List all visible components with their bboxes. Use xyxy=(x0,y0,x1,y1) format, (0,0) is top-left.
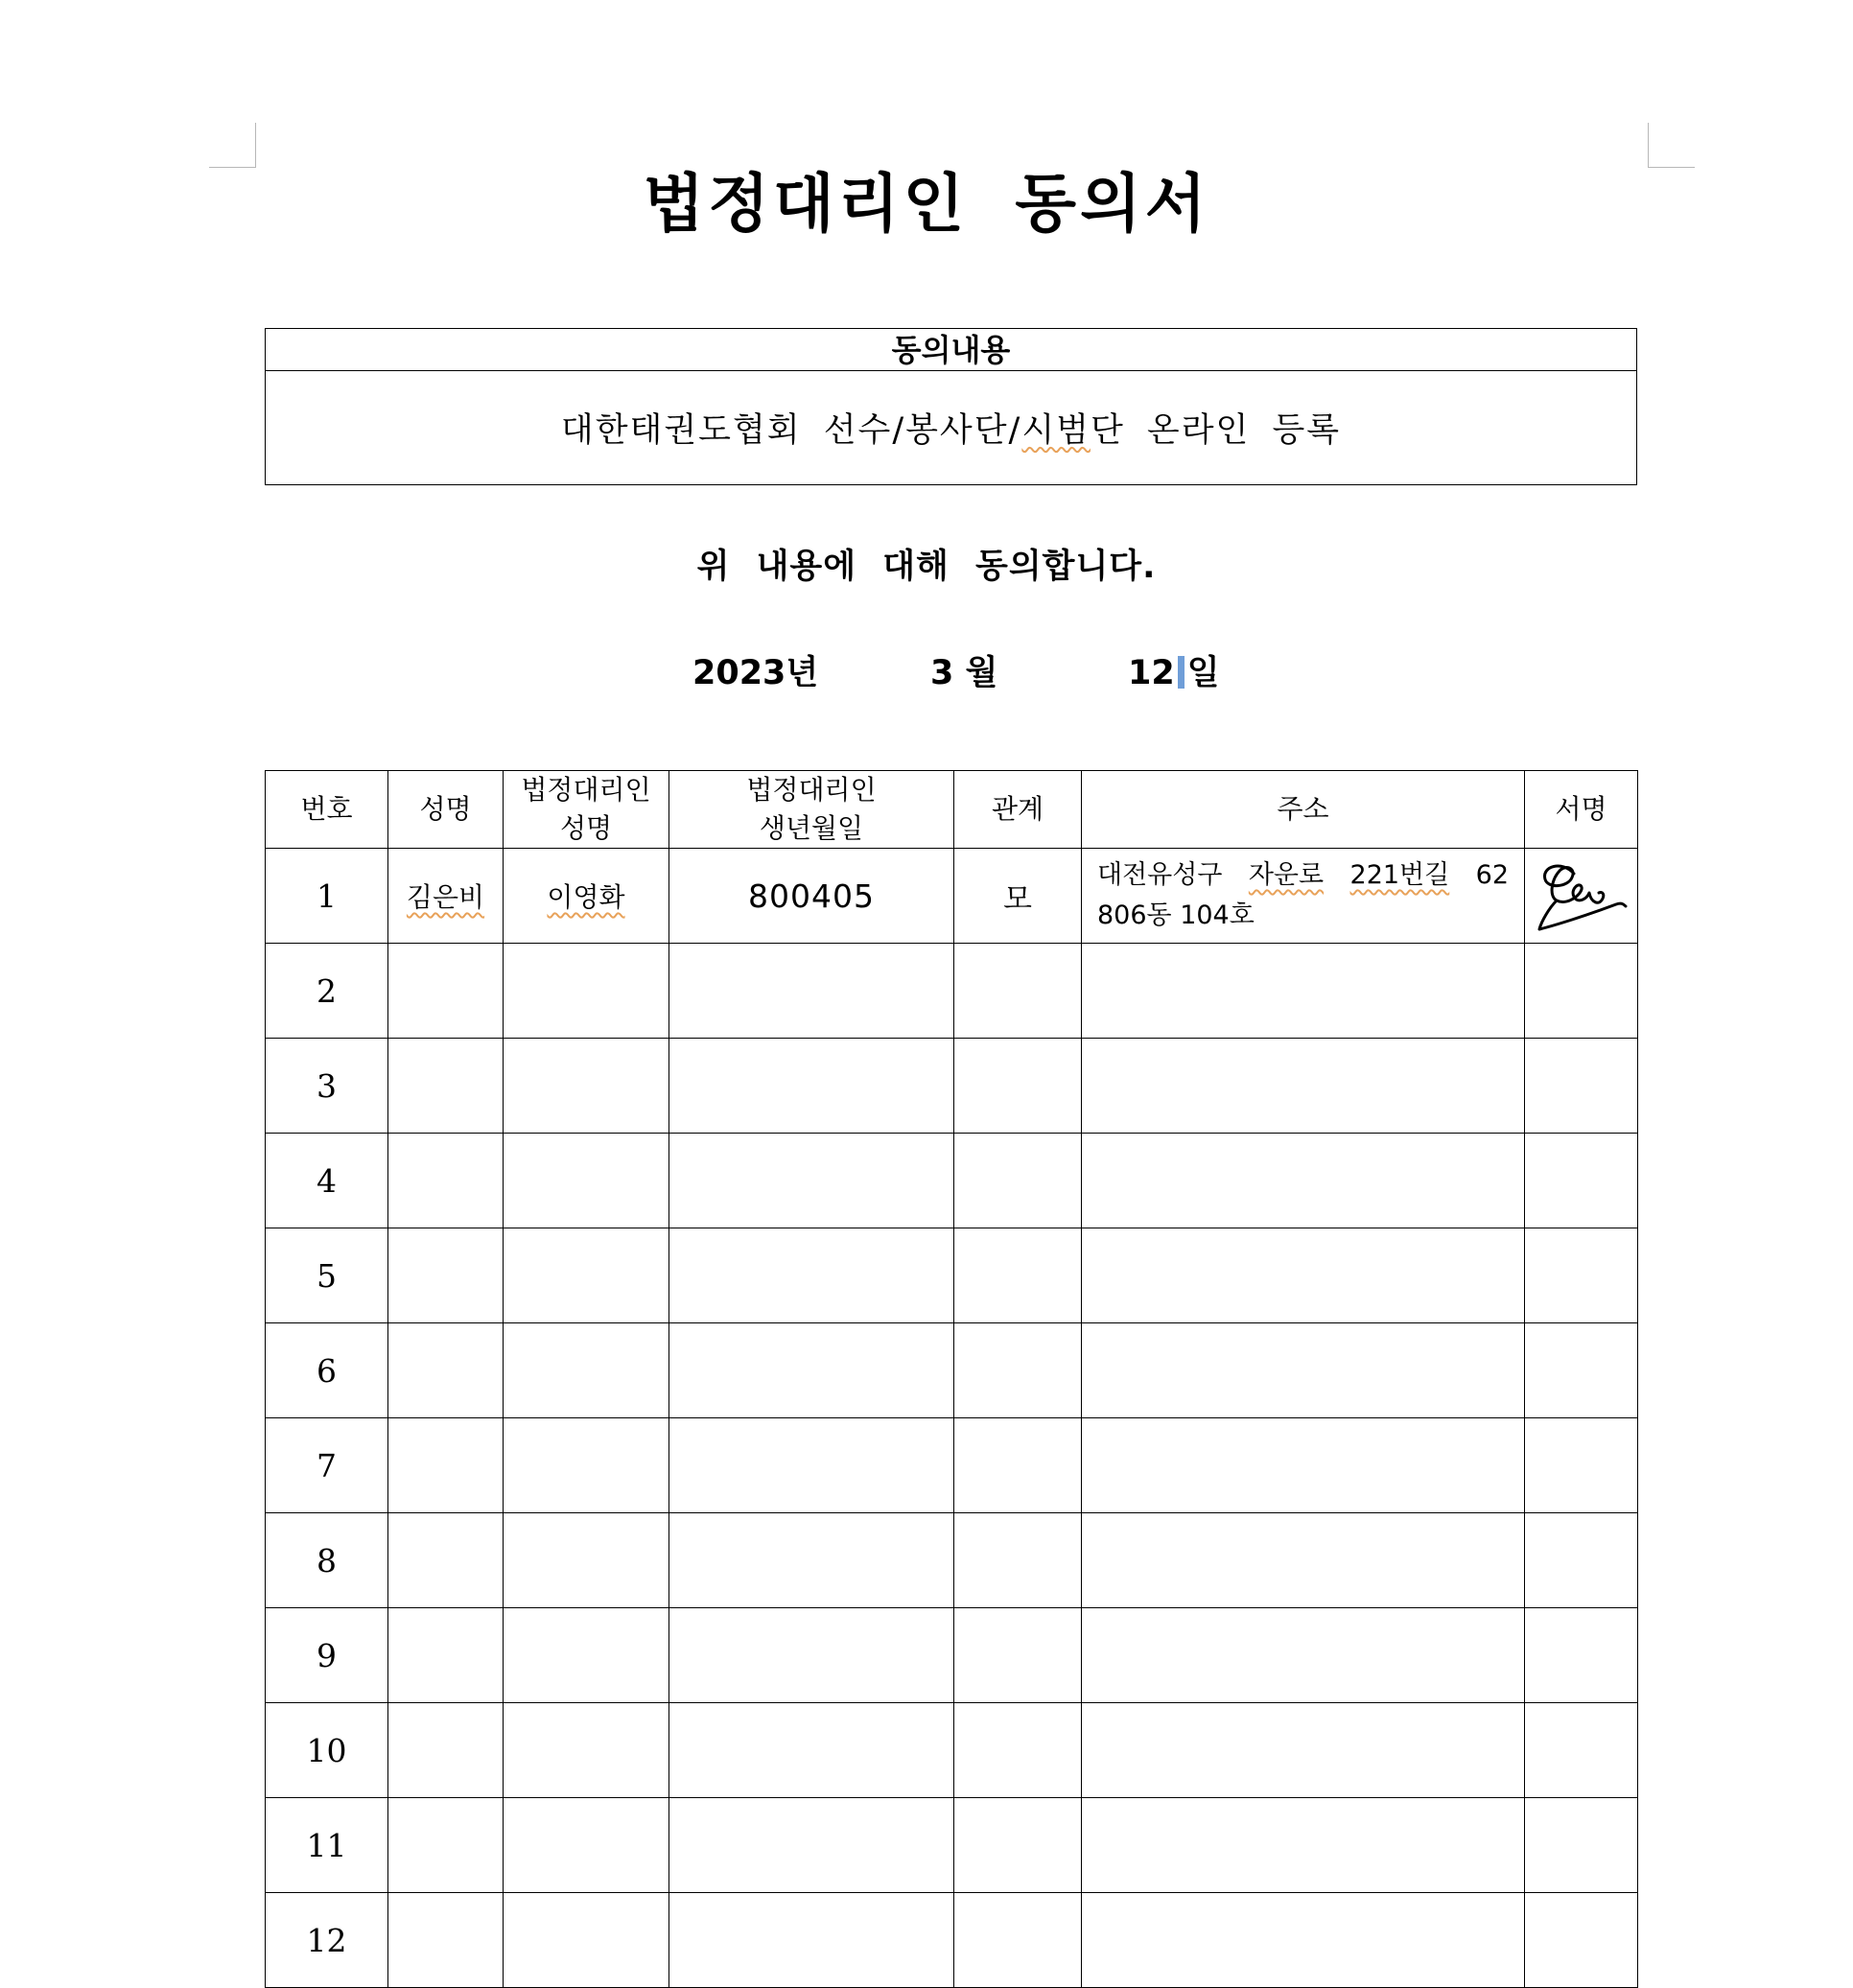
consent-text-flagged-word: 시범 xyxy=(1021,410,1091,450)
cell-relation[interactable] xyxy=(954,1798,1082,1893)
cell-guardian-name[interactable] xyxy=(504,1798,669,1893)
consent-header: 동의내용 xyxy=(266,329,1636,371)
header-address: 주소 xyxy=(1082,771,1525,849)
cell-number[interactable]: 8 xyxy=(266,1513,388,1608)
cell-number[interactable]: 9 xyxy=(266,1608,388,1703)
address-part: 자운로 xyxy=(1248,860,1325,890)
cell-signature[interactable] xyxy=(1525,1323,1638,1418)
table-row xyxy=(266,1703,1638,1798)
cell-name[interactable] xyxy=(388,849,504,944)
table-row xyxy=(266,849,1638,944)
cell-guardian-birth[interactable] xyxy=(669,1228,954,1323)
header-guardian-name-line1: 법정대리인 xyxy=(521,774,651,806)
cell-name[interactable] xyxy=(388,1228,504,1323)
date-day[interactable] xyxy=(1128,646,1220,700)
cell-guardian-name[interactable] xyxy=(504,1418,669,1513)
cell-number[interactable]: 1 xyxy=(266,849,388,944)
header-guardian-birth-line1: 법정대리인 xyxy=(746,774,877,806)
cell-relation[interactable] xyxy=(954,1228,1082,1323)
cell-guardian-birth[interactable] xyxy=(669,944,954,1039)
agreement-statement: 위 내용에 대해 동의합니다. xyxy=(696,548,1157,586)
cell-name[interactable] xyxy=(388,1513,504,1608)
cell-name[interactable] xyxy=(388,1608,504,1703)
cell-signature[interactable] xyxy=(1525,849,1638,944)
cell-name-text: 김은비 xyxy=(406,881,485,913)
guardian-roster-table xyxy=(265,770,1638,1988)
cell-relation[interactable] xyxy=(954,1039,1082,1134)
cell-guardian-name[interactable] xyxy=(504,1513,669,1608)
cell-relation[interactable] xyxy=(954,1703,1082,1798)
address-line-1 xyxy=(1097,855,1509,896)
cell-guardian-birth[interactable]: 800405 xyxy=(669,849,954,944)
cell-address[interactable] xyxy=(1082,1228,1525,1323)
date-day-unit: 일 xyxy=(1186,654,1220,692)
cell-name[interactable] xyxy=(388,1323,504,1418)
consent-box xyxy=(265,328,1637,485)
table-header-row xyxy=(266,771,1638,849)
cell-number[interactable]: 6 xyxy=(266,1323,388,1418)
consent-text-prefix: 대한태권도협회 선수/봉사단/ xyxy=(560,410,1022,450)
cell-relation[interactable] xyxy=(954,1893,1082,1988)
consent-content[interactable] xyxy=(266,371,1636,483)
cell-number[interactable]: 12 xyxy=(266,1893,388,1988)
cell-signature[interactable] xyxy=(1525,1703,1638,1798)
cell-address[interactable] xyxy=(1082,1323,1525,1418)
cell-signature[interactable] xyxy=(1525,1893,1638,1988)
cell-relation[interactable] xyxy=(954,944,1082,1039)
cell-name[interactable] xyxy=(388,1134,504,1228)
cell-relation[interactable] xyxy=(954,1134,1082,1228)
cell-relation[interactable]: 모 xyxy=(954,849,1082,944)
cell-address[interactable] xyxy=(1082,849,1525,944)
date-year[interactable]: 2023년 xyxy=(692,654,819,692)
header-number: 번호 xyxy=(266,771,388,849)
cell-address[interactable] xyxy=(1082,1418,1525,1513)
cell-guardian-birth[interactable] xyxy=(669,1418,954,1513)
cell-name[interactable] xyxy=(388,1703,504,1798)
cell-signature[interactable] xyxy=(1525,1418,1638,1513)
date-day-number: 12 xyxy=(1128,654,1175,692)
table-row xyxy=(266,1323,1638,1418)
header-guardian-name xyxy=(504,771,669,849)
cell-guardian-name[interactable] xyxy=(504,1893,669,1988)
cell-guardian-birth[interactable] xyxy=(669,1798,954,1893)
date-month[interactable]: 3 월 xyxy=(930,654,998,692)
cell-guardian-name[interactable] xyxy=(504,1039,669,1134)
cell-number[interactable]: 7 xyxy=(266,1418,388,1513)
cell-name[interactable] xyxy=(388,944,504,1039)
table-row xyxy=(266,1798,1638,1893)
address-line-2: 806동 104호 xyxy=(1097,900,1255,930)
cell-number[interactable]: 5 xyxy=(266,1228,388,1323)
cell-signature[interactable] xyxy=(1525,1798,1638,1893)
cell-signature[interactable] xyxy=(1525,1608,1638,1703)
cell-address[interactable] xyxy=(1082,1039,1525,1134)
table-row xyxy=(266,1039,1638,1134)
cell-relation[interactable] xyxy=(954,1513,1082,1608)
table-row xyxy=(266,1893,1638,1988)
address-part: 62 xyxy=(1475,860,1509,890)
cell-address[interactable] xyxy=(1082,1134,1525,1228)
cell-number[interactable]: 4 xyxy=(266,1134,388,1228)
cell-guardian-name[interactable] xyxy=(504,944,669,1039)
cell-signature[interactable] xyxy=(1525,1039,1638,1134)
cell-guardian-birth[interactable] xyxy=(669,1134,954,1228)
cell-name[interactable] xyxy=(388,1418,504,1513)
cell-guardian-name-text: 이영화 xyxy=(547,881,625,913)
header-signature: 서명 xyxy=(1525,771,1638,849)
handwritten-signature xyxy=(1536,854,1628,937)
cell-guardian-name[interactable] xyxy=(504,1608,669,1703)
document-title: 법정대리인 동의서 xyxy=(643,167,1210,241)
cell-guardian-birth[interactable] xyxy=(669,1039,954,1134)
cell-number[interactable]: 3 xyxy=(266,1039,388,1134)
cell-address[interactable] xyxy=(1082,1608,1525,1703)
cell-guardian-name[interactable] xyxy=(504,1323,669,1418)
cell-number[interactable]: 10 xyxy=(266,1703,388,1798)
cell-guardian-name[interactable] xyxy=(504,1228,669,1323)
cell-number[interactable]: 11 xyxy=(266,1798,388,1893)
header-guardian-birth xyxy=(669,771,954,849)
header-name: 성명 xyxy=(388,771,504,849)
cell-signature[interactable] xyxy=(1525,1513,1638,1608)
cell-signature[interactable] xyxy=(1525,1134,1638,1228)
cell-name[interactable] xyxy=(388,1039,504,1134)
cell-guardian-birth[interactable] xyxy=(669,1323,954,1418)
cell-guardian-name[interactable] xyxy=(504,1703,669,1798)
cell-guardian-birth[interactable] xyxy=(669,1608,954,1703)
table-row xyxy=(266,1513,1638,1608)
table-row xyxy=(266,1418,1638,1513)
cell-guardian-name[interactable] xyxy=(504,849,669,944)
consent-text-suffix: 단 온라인 등록 xyxy=(1090,410,1342,450)
cell-relation[interactable] xyxy=(954,1323,1082,1418)
table-row xyxy=(266,944,1638,1039)
cell-address[interactable] xyxy=(1082,1513,1525,1608)
cell-guardian-name[interactable] xyxy=(504,1134,669,1228)
header-guardian-name-line2: 성명 xyxy=(559,812,613,844)
address-part: 대전유성구 xyxy=(1097,860,1223,890)
cell-address[interactable] xyxy=(1082,1798,1525,1893)
cell-name[interactable] xyxy=(388,1893,504,1988)
cell-signature[interactable] xyxy=(1525,1228,1638,1323)
cell-number[interactable]: 2 xyxy=(266,944,388,1039)
cell-guardian-birth[interactable] xyxy=(669,1513,954,1608)
text-cursor xyxy=(1178,656,1185,689)
cell-relation[interactable] xyxy=(954,1418,1082,1513)
cell-relation[interactable] xyxy=(954,1608,1082,1703)
cell-guardian-birth[interactable] xyxy=(669,1703,954,1798)
cell-address[interactable] xyxy=(1082,1703,1525,1798)
cell-signature[interactable] xyxy=(1525,944,1638,1039)
cell-guardian-birth[interactable] xyxy=(669,1893,954,1988)
cell-address[interactable] xyxy=(1082,944,1525,1039)
table-row xyxy=(266,1228,1638,1323)
table-row xyxy=(266,1608,1638,1703)
cell-name[interactable] xyxy=(388,1798,504,1893)
cell-address[interactable] xyxy=(1082,1893,1525,1988)
header-guardian-birth-line2: 생년월일 xyxy=(759,812,864,844)
address-part: 221번길 xyxy=(1349,860,1450,890)
table-row xyxy=(266,1134,1638,1228)
header-relation: 관계 xyxy=(954,771,1082,849)
